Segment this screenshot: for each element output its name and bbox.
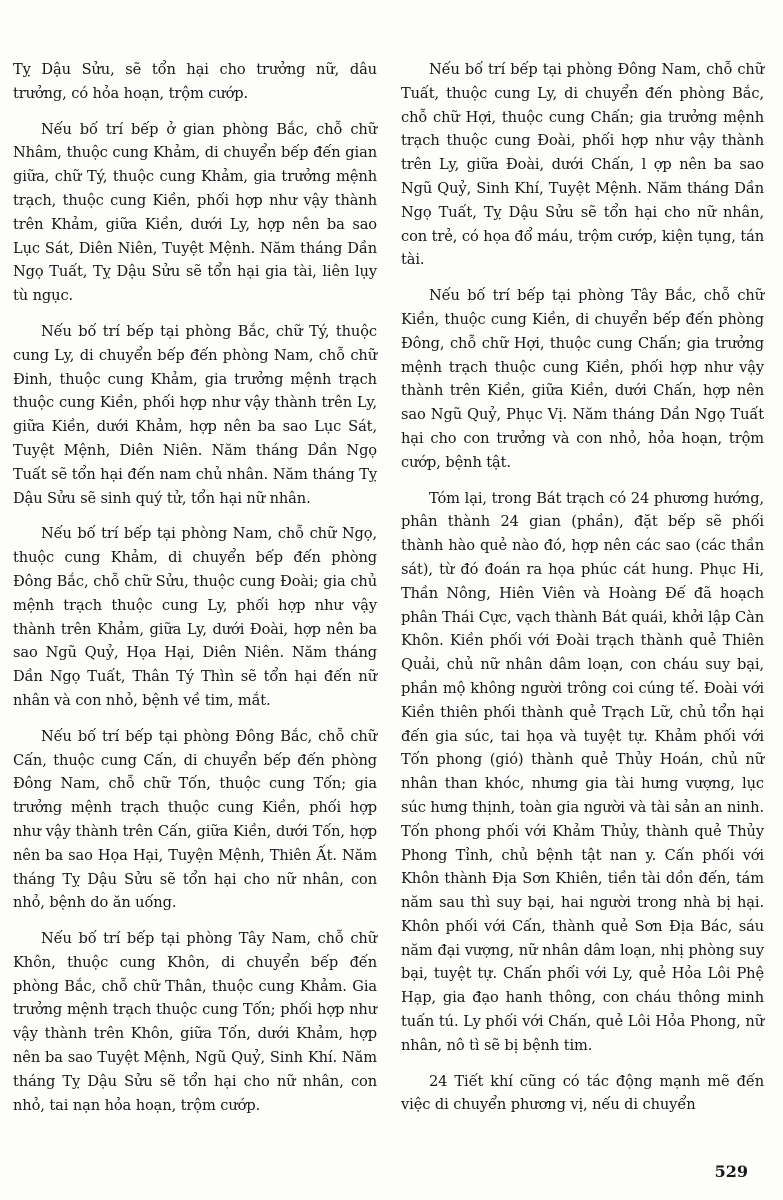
paragraph: Nếu bố trí bếp tại phòng Đông Bắc, chỗ chữ Cấn, thuộc cung Cấn, di chuyển bếp đến phòng Đông Nam, chỗ chữ Tốn, thuộc cung Tốn; gia trưởng mệnh trạch thuộc cung Kiền, phối hợp như vậy thành trên Cấn, giữa Kiền, dưới Tốn, hợp nên ba sao Họa Hại, Tuyện Mệnh, Thiên Ất. Năm tháng Tỵ Dậu Sửu sẽ tổn hại cho nữ nhân, con nhỏ, bệnh do ăn uống. [13, 727, 377, 912]
page-number: 529 [714, 1162, 748, 1181]
paragraph: 24 Tiết khí cũng có tác động mạnh mẽ đến việc di chuyển phương vị, nếu di chuyển [401, 1072, 764, 1114]
paragraph: Nếu bố trí bếp tại phòng Đông Nam, chỗ chữ Tuất, thuộc cung Ly, di chuyển đến phòng Bắc, chỗ chữ Hợi, thuộc cung Chấn; gia trưởng mệnh trạch thuộc cung Đoài, phối hợp như vậy thành trên Ly, giữa Đoài, dưới Chấn, l ợp nên ba sao Ngũ Quỷ, Sinh Khí, Tuyệt Mệnh. Năm tháng Dần Ngọ Tuất, Tỵ Dậu Sửu sẽ tổn hại cho nữ nhân, con trẻ, có họa đổ máu, trộm cướp, kiện tụng, tán tài. [401, 61, 764, 269]
paragraph: Nếu bố trí bếp ở gian phòng Bắc, chỗ chữ Nhâm, thuộc cung Khảm, di chuyển bếp đến gian giữa, chữ Tý, thuộc cung Khảm, gia trưởng mệnh trạch, thuộc cung Kiền, phối hợp như vậy thành trên Khảm, giữa Kiền, dưới Ly, hợp nên ba sao Lục Sát, Diên Niên, Tuyệt Mệnh. Năm tháng Dần Ngọ Tuất, Tỵ Dậu Sửu sẽ tổn hại gia tài, liên lụy tù ngục. [13, 120, 377, 305]
paragraph: Tóm lại, trong Bát trạch có 24 phương hướng, phân thành 24 gian (phần), đặt bếp sẽ phối thành hào quẻ nào đó, hợp nên các sao (các thần sát), từ đó đoán ra họa phúc cát hung. Phục Hi, Thần Nông, Hiên Viên và Hoàng Đế đã hoạch phân Thái Cực, vạch thành Bát quái, khởi lập Càn Khôn. Kiền phối với Đoài trạch thành quẻ Thiên Quải, chủ nữ nhân dâm loạn, con cháu suy bại, phần mộ không người trông coi cúng tế. Đoài với Kiền thiên phối thành quẻ Trạch Lữ, chủ tổn hại đến gia súc, tai họa và tuyệt tự. Khảm phối với Tốn phong (gió) thành quẻ Thủy Hoán, chủ nữ nhân than khóc, nhưng gia tài hưng vượng, lục súc hưng thịnh, toàn gia người và tài sản an ninh. Tốn phong phối với Khảm Thủy, thành quẻ Thủy Phong Tỉnh, chủ bệnh tật nan y. Cấn phối với Khôn thành Địa Sơn Khiên, tiền tài dồn đến, tám năm sau thì suy bại, hai người trong nhà bị hại. Khôn phối với Cấn, thành quẻ Sơn Địa Bác, sáu năm đại vượng, nữ nhân dâm loạn, nhị phòng suy bại, tuyệt tự. Chấn phối với Ly, quẻ Hỏa Lôi Phệ Hạp, gia đạo hanh thông, con cháu thông minh tuấn tú. Ly phối với Chấn, quẻ Lôi Hỏa Phong, nữ nhân, nô tì sẽ bị bệnh tim. [401, 489, 764, 1054]
paragraph-continued: Tỵ Dậu Sửu, sẽ tổn hại cho trưởng nữ, dâu trưởng, có hỏa hoạn, trộm cướp. [13, 61, 377, 102]
paragraph: Nếu bố trí bếp tại phòng Tây Nam, chỗ chữ Khôn, thuộc cung Khôn, di chuyển bếp đến phòng Bắc, chỗ chữ Thân, thuộc cung Khảm. Gia trưởng mệnh trạch thuộc cung Tốn; phối hợp như vậy thành trên Khôn, giữa Tốn, dưới Khảm, hợp nên ba sao Tuyệt Mệnh, Ngũ Quỷ, Sinh Khí. Năm tháng Tỵ Dậu Sửu sẽ tổn hại cho nữ nhân, con nhỏ, tai nạn hỏa hoạn, trộm cướp. [13, 930, 377, 1114]
right-column [401, 58, 764, 1129]
left-column [13, 58, 377, 1129]
paragraph: Nếu bố trí bếp tại phòng Nam, chỗ chữ Ngọ, thuộc cung Khảm, di chuyển bếp đến phòng Đông Bắc, chỗ chữ Sửu, thuộc cung Đoài; gia chủ mệnh trạch thuộc cung Ly, phối hợp như vậy thành trên Khảm, giữa Ly, dưới Đoài, hợp nên ba sao Ngũ Quỷ, Họa Hại, Diên Niên. Năm tháng Dần Ngọ Tuất, Thân Tý Thìn sẽ tổn hại đến nữ nhân và con nhỏ, bệnh về tim, mắt. [13, 525, 377, 709]
paragraph: Nếu bố trí bếp tại phòng Tây Bắc, chỗ chữ Kiền, thuộc cung Kiền, di chuyển bếp đến phòng Đông, chỗ chữ Hợi, thuộc cung Chấn; gia trưởng mệnh trạch thuộc cung Kiền, phối hợp như vậy thành trên Kiền, giữa Kiền, dưới Chấn, hợp nên sao Ngũ Quỷ, Phục Vị. Năm tháng Dần Ngọ Tuất hại cho con trưởng và con nhỏ, hỏa hoạn, trộm cướp, bệnh tật. [401, 287, 764, 471]
paragraph: Nếu bố trí bếp tại phòng Bắc, chữ Tý, thuộc cung Ly, di chuyển bếp đến phòng Nam, chỗ chữ Đinh, thuộc cung Khảm, gia trưởng mệnh trạch thuộc cung Kiền, phối hợp như vậy thành trên Ly, giữa Kiền, dưới Khảm, hợp nên ba sao Lục Sát, Tuyệt Mệnh, Diên Niên. Năm tháng Dần Ngọ Tuất sẽ tổn hại đến nam chủ nhân. Năm tháng Tỵ Dậu Sửu sẽ sinh quý tử, tổn hại nữ nhân. [13, 322, 377, 507]
